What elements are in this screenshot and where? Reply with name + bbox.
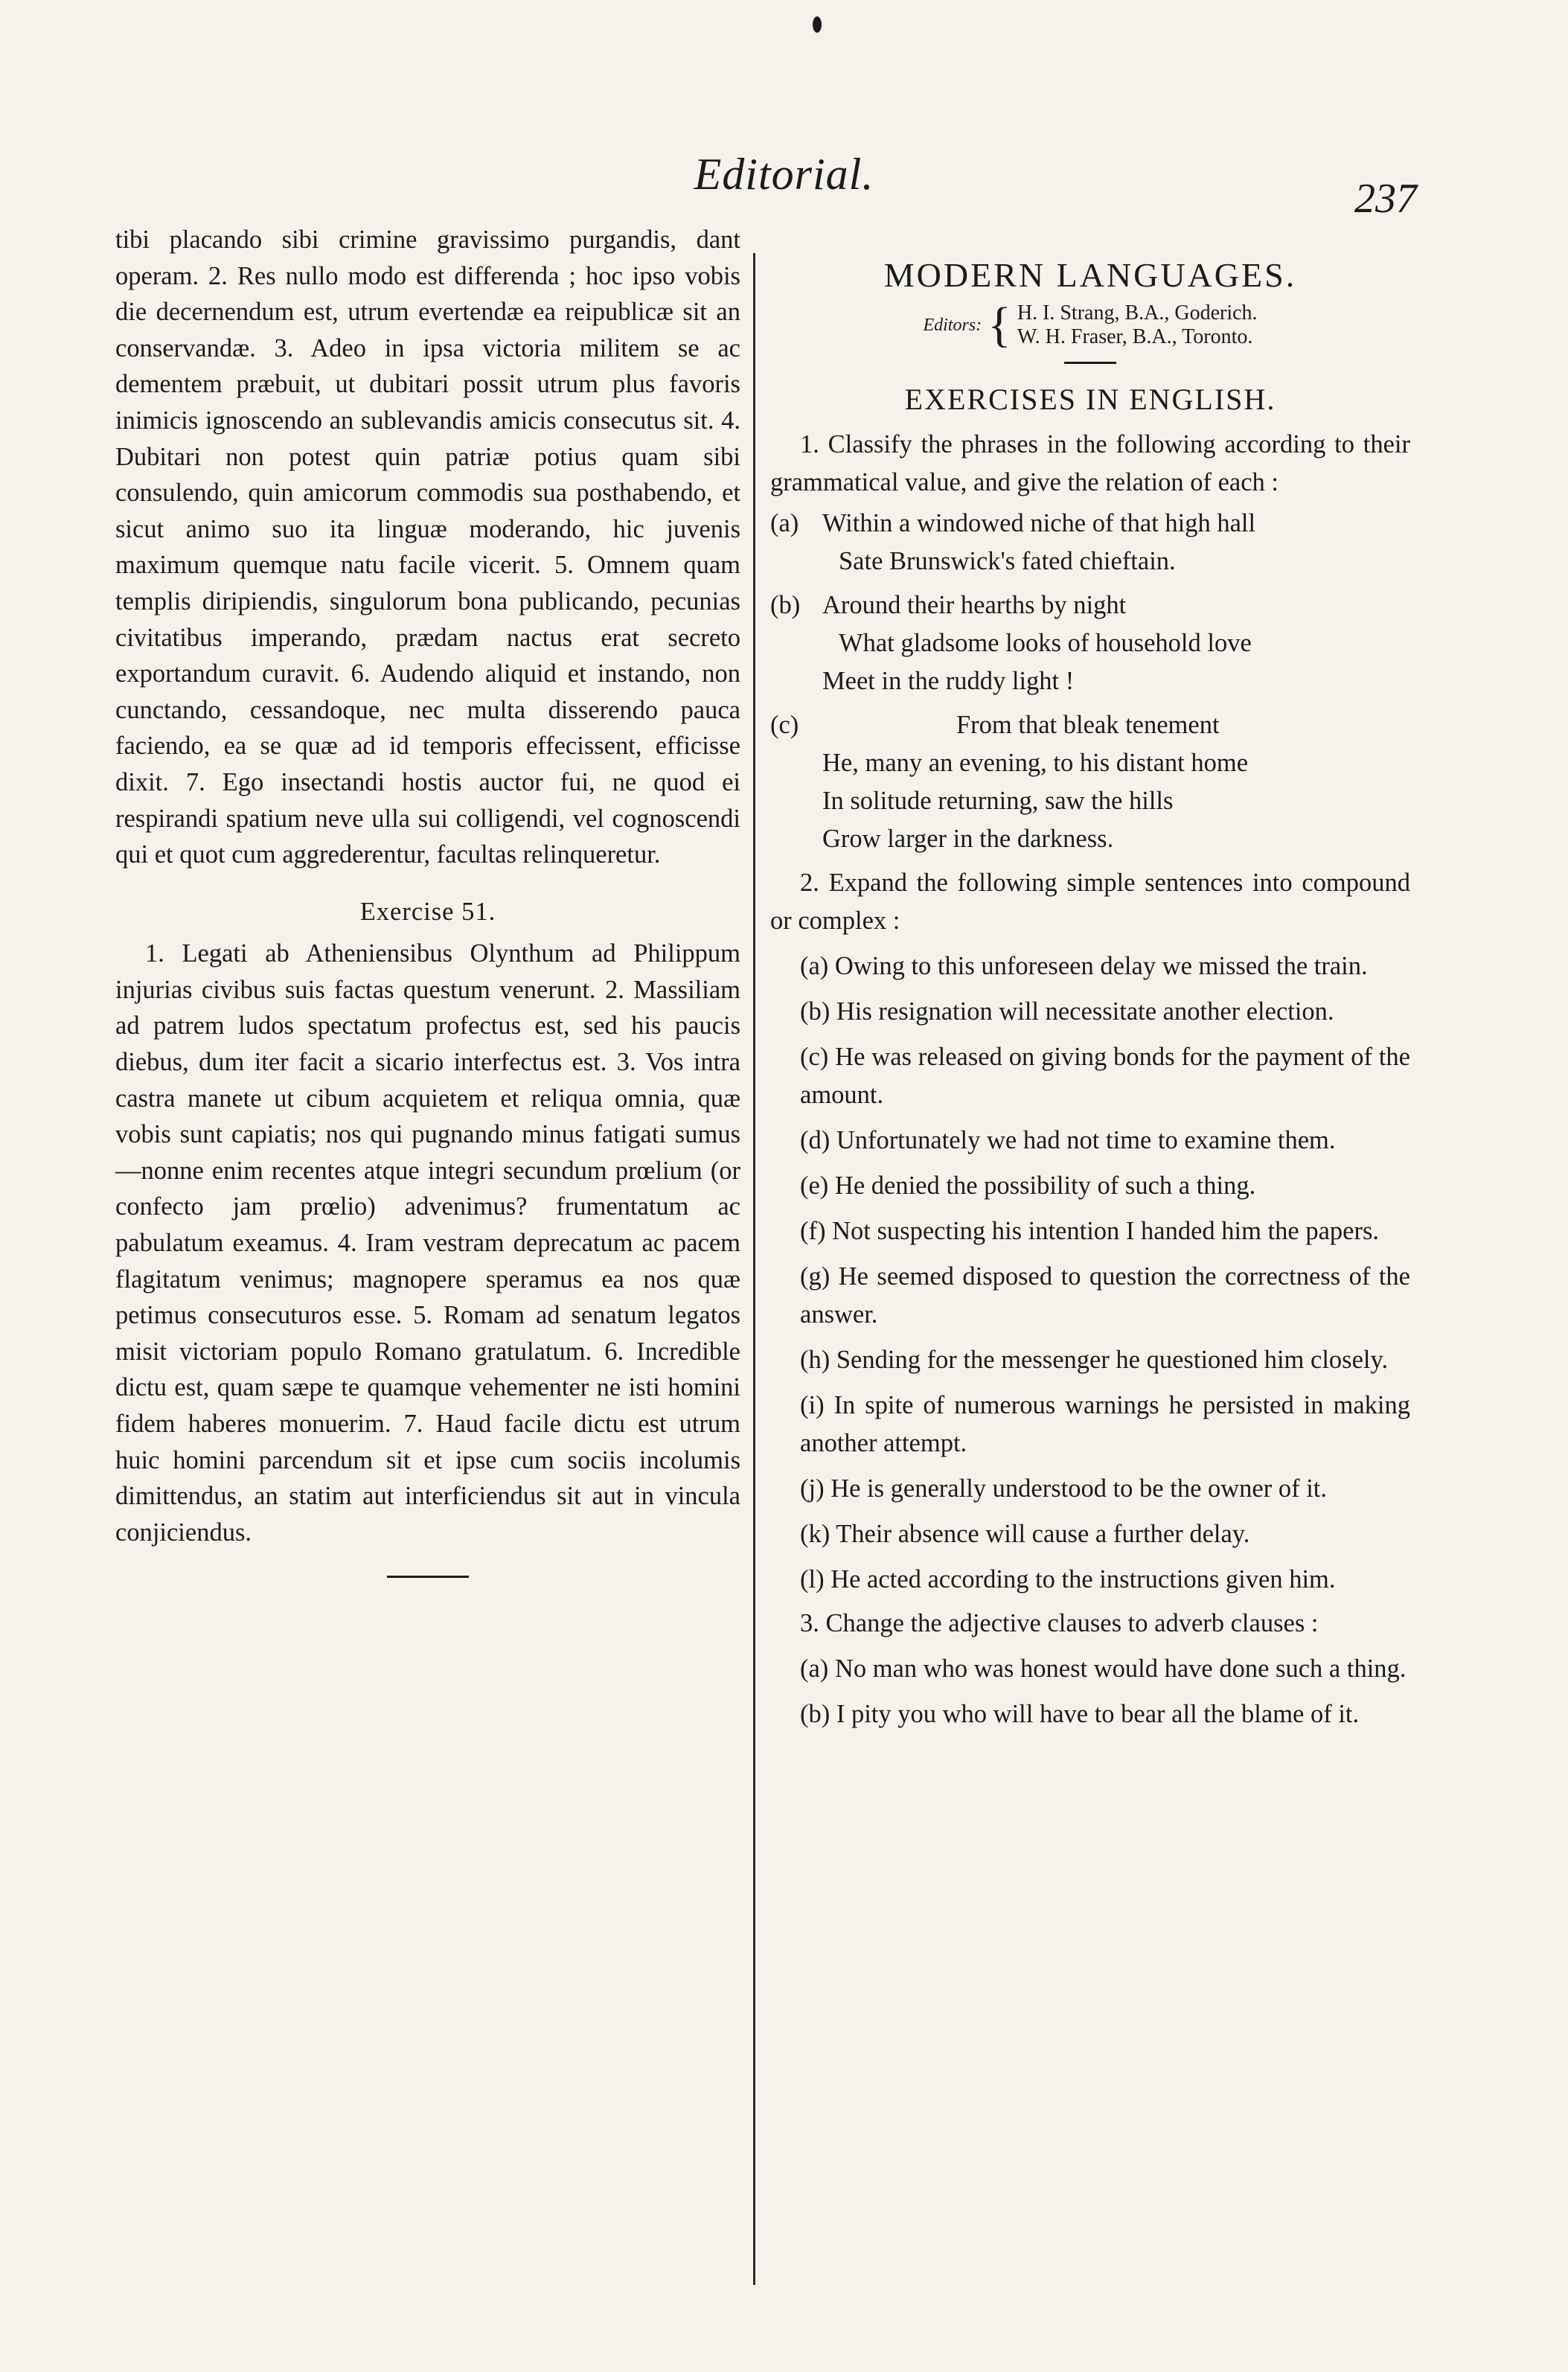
- editor-name: H. I. Strang, B.A., Goderich.: [1017, 301, 1258, 325]
- exercise-item: (a) Owing to this unforeseen delay we missed the train.: [800, 952, 1368, 980]
- running-header: Editorial.: [694, 150, 874, 199]
- exercise-item: (d) Unfortunately we had not time to examine them.: [800, 1126, 1336, 1154]
- poem-line: Meet in the ruddy light !: [822, 667, 1075, 695]
- exercise-item: (e) He denied the possibility of such a thing.: [800, 1171, 1256, 1200]
- exercise-item: (l) He acted according to the instructions given him.: [800, 1565, 1336, 1593]
- subsection-title: EXERCISES IN ENGLISH.: [904, 383, 1276, 416]
- left-column: [115, 222, 740, 1578]
- page-number: 237: [1354, 176, 1417, 222]
- exercise-item: (h) Sending for the messenger he questioned him closely.: [800, 1346, 1389, 1374]
- exercise-item: (j) He is generally understood to be the owner of it.: [800, 1474, 1328, 1503]
- poem-line: Around their hearths by night: [822, 591, 1127, 619]
- exercise-item: (k) Their absence will cause a further delay.: [800, 1520, 1250, 1548]
- latin-translation-paragraph: tibi placando sibi crimine gravissimo purgandis, dant operam. 2. Res nullo modo est differenda ; hoc ipso vobis die decernendum est, utrum evertendæ ea reipublicæ sit an conservandæ. 3. Adeo in ipsa victoria militem se ac dementem præbuit, ut dubitari possit utrum plus favoris inimicis ignoscendo an sublevandis amicis consecutus sit. 4. Dubitari non potest quin patriæ potius quam sibi consulendo, quin amicorum commodis sua posthabendo, et sicut animo suo ita linguæ moderando, hic juvenis maximum quemque natu facile vicerit. 5. Omnem quam templis diripiendis, singulorum bona publicando, pecunias civitatibus imperando, prædam nactus erat secreto exportandum curavit. 6. Audendo aliquid et instando, non cunctando, cessandoque, nec multa disserendo pauca faciendo, ea se quæ ad id temporis effecissent, efficisse dixit. 7. Ego insectandi hostis auctor fui, ne quod ei respirandi spatium neve ulla sui colligendi, vel cognoscendi qui et quot cum aggrederentur, facultas relinqueretur.: [115, 226, 740, 869]
- title-rule: [1064, 362, 1116, 364]
- poem-line: Sate Brunswick's fated chieftain.: [839, 547, 1176, 575]
- right-column: [770, 253, 1410, 1733]
- question-3: 3. Change the adjective clauses to adverb clauses :: [800, 1609, 1319, 1637]
- ink-speck: [813, 16, 822, 33]
- exercise-item: (i) In spite of numerous warnings he persisted in making another attempt.: [800, 1391, 1410, 1457]
- exercise-heading: Exercise 51.: [359, 897, 496, 926]
- section-end-rule: [387, 1576, 469, 1578]
- section-title: MODERN LANGUAGES.: [883, 256, 1297, 294]
- question-1: 1. Classify the phrases in the following according to their grammatical value, and give the relation of each :: [770, 430, 1410, 496]
- editors-block: [770, 298, 1410, 352]
- poem-line: In solitude returning, saw the hills: [822, 787, 1174, 815]
- poem-line: Within a windowed niche of that high hall: [822, 509, 1256, 537]
- exercise-item: (f) Not suspecting his intention I handed him the papers.: [800, 1217, 1380, 1245]
- exercise-item: (a) No man who was honest would have done such a thing.: [800, 1655, 1407, 1683]
- question-2: 2. Expand the following simple sentences into compound or complex :: [770, 869, 1410, 935]
- exercise-item: (g) He seemed disposed to question the correctness of the answer.: [800, 1262, 1410, 1329]
- poem-line: He, many an evening, to his distant home: [822, 749, 1249, 777]
- exercise-item: (b) His resignation will necessitate another election.: [800, 997, 1334, 1026]
- item-tag: (a): [770, 509, 799, 537]
- item-tag: (c): [770, 711, 799, 739]
- exercise-item: (b) I pity you who will have to bear all the blame of it.: [800, 1700, 1360, 1728]
- column-divider: [753, 253, 755, 2285]
- item-tag: (b): [770, 591, 801, 619]
- editors-label: Editors:: [923, 316, 982, 335]
- poem-line: What gladsome looks of household love: [839, 629, 1252, 657]
- editor-name: W. H. Fraser, B.A., Toronto.: [1017, 325, 1253, 348]
- editors-list: [1017, 301, 1258, 349]
- poem-excerpts: [770, 505, 1410, 858]
- poem-line: Grow larger in the darkness.: [822, 825, 1114, 853]
- exercise-item: (c) He was released on giving bonds for the payment of the amount.: [800, 1043, 1410, 1109]
- exercise-51-paragraph: 1. Legati ab Atheniensibus Olynthum ad Philippum injurias civibus suis factas questum venerunt. 2. Massiliam ad patrem ludos spectatum profectus est, sed his paucis diebus, dum iter facit a sicario interfectus est. 3. Vos intra castra manete ut cibum acquietem et reliqua omnia, quæ vobis sunt capiatis; nos qui pugnando minus fatigati sumus—nonne enim recentes atque integri secundum prœlium (or confecto jam prœlio) advenimus? frumentatum ac pabulatum exeamus. 4. Iram vestram deprecatum ac pacem flagitatum venimus; magnopere speramus ea nos quæ petimus consecuturos esse. 5. Romam ad senatum legatos misit victoriam populo Romano gratulatum. 6. Incredible dictu est, quam sæpe te quamque vehementer ne isti homini fidem haberes monuerim. 7. Haud facile dictu est utrum huic homini parcendum sit et ipse cum sociis incolumis dimittendus, an statim aut interficiendus sit aut in vincula conjiciendus.: [115, 939, 740, 1547]
- poem-line: From that bleak tenement: [956, 711, 1220, 739]
- brace-glyph: {: [988, 298, 1011, 352]
